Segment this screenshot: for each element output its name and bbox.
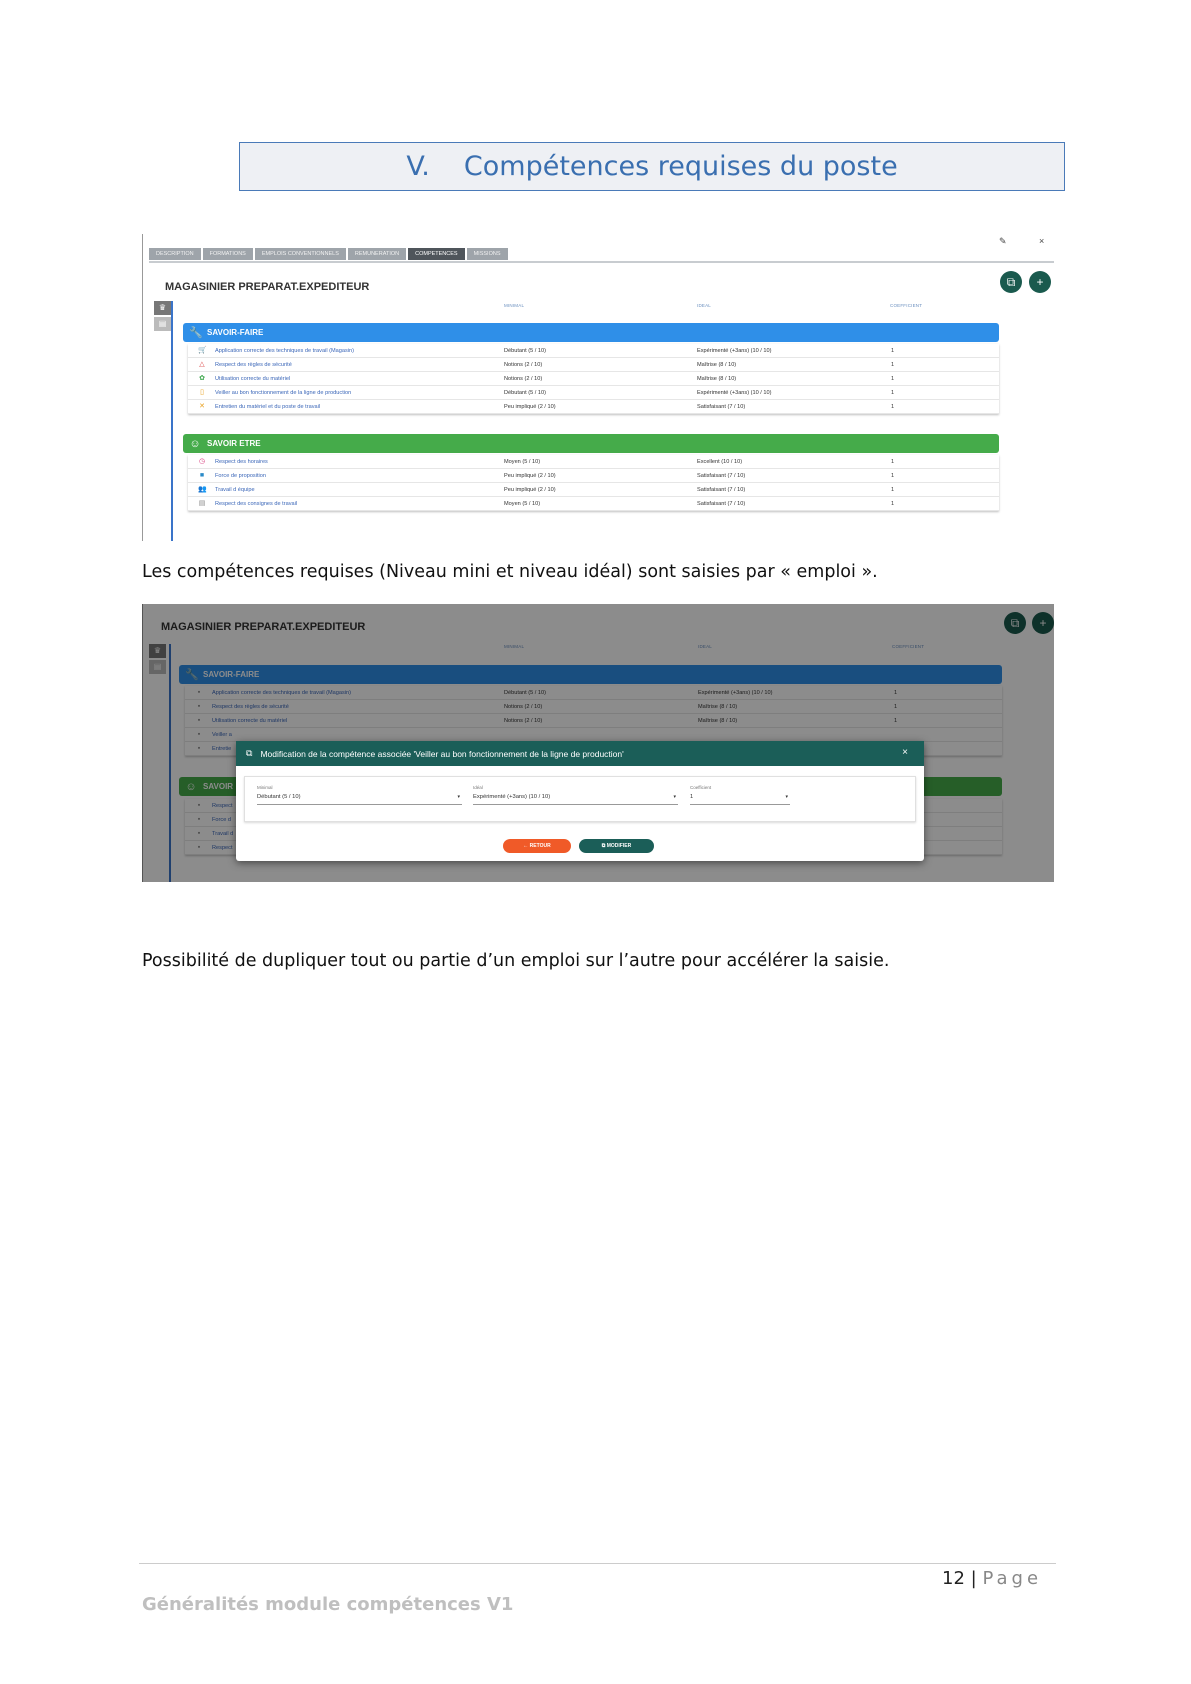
competence-icon: ▪	[197, 689, 201, 696]
paragraph-1: Les compétences requises (Niveau mini et niveau idéal) sont saisies par « emploi ».	[142, 562, 878, 582]
cell-minimal: Peu impliqué (2 / 10)	[504, 404, 556, 410]
clipboard-icon: ▯	[200, 389, 204, 396]
cell-coef: 1	[891, 473, 895, 479]
competence-icon: ▪	[197, 745, 201, 752]
document-icon[interactable]: ▤	[149, 660, 166, 674]
tab-missions[interactable]: MISSIONS	[467, 248, 508, 260]
wrench-icon: 🔧	[185, 668, 199, 681]
add-button[interactable]: +	[1032, 612, 1054, 634]
cell-label: Respect des consignes de travail	[215, 501, 298, 507]
page-label: Page	[982, 1568, 1043, 1589]
cell-minimal: Peu impliqué (2 / 10)	[504, 473, 556, 479]
cell-label: Application correcte des techniques de travail (Magasin)	[215, 348, 354, 354]
cell-label: Respect des horaires	[215, 459, 268, 465]
modify-button[interactable]: ⧉ MODIFIER	[579, 839, 654, 853]
cell-minimal: Débutant (5 / 10)	[504, 690, 546, 696]
savoir-etre-header[interactable]	[183, 434, 999, 453]
table-row[interactable]	[188, 455, 999, 469]
gear-icon: ✿	[199, 375, 205, 382]
cell-label: Veiller au bon fonctionnement de la ligne de production	[215, 390, 352, 396]
cell-coef: 1	[891, 404, 895, 410]
competence-icon: ▪	[197, 830, 201, 837]
column-coefficient: COEFFICIENT	[892, 644, 925, 649]
cell-coef: 1	[891, 348, 895, 354]
cell-label: Application correcte des techniques de travail (Magasin)	[212, 690, 351, 696]
cell-ideal: Expérimenté (+3ans) (10 / 10)	[698, 690, 773, 696]
cell-ideal: Maîtrise (8 / 10)	[697, 362, 737, 368]
cell-minimal: Notions (2 / 10)	[504, 376, 543, 382]
cell-label: Respect des règles de sécurité	[215, 362, 292, 368]
coefficient-label: Coefficient	[690, 785, 712, 790]
cell-coef: 1	[891, 487, 895, 493]
table-row[interactable]	[188, 497, 999, 511]
cell-label: Travail d équipe	[215, 487, 255, 493]
caret-down-icon: ▾	[457, 794, 460, 800]
cell-coef: 1	[894, 718, 898, 724]
minimal-value: Débutant (5 / 10)	[257, 794, 301, 800]
page-separator: |	[970, 1568, 977, 1589]
competence-icon: ▪	[197, 717, 201, 724]
cell-minimal: Moyen (5 / 10)	[504, 459, 541, 465]
page-number	[942, 1568, 1042, 1589]
cell-ideal: Satisfaisant (7 / 10)	[697, 501, 746, 507]
modal-title: Modification de la compétence associée 'Veiller au bon fonctionnement de la ligne de production'	[260, 748, 624, 759]
table-row[interactable]	[188, 386, 999, 400]
column-minimal: MINIMAL	[504, 303, 525, 308]
cell-label: Utilisation correcte du matériel	[215, 376, 291, 382]
savoir-etre-list	[188, 455, 999, 511]
close-icon[interactable]: ×	[1039, 236, 1045, 246]
cell-ideal: Satisfaisant (7 / 10)	[697, 473, 746, 479]
competence-icon: ▪	[197, 816, 201, 823]
cell-coef: 1	[891, 362, 895, 368]
cart-icon: 🛒	[198, 347, 207, 354]
screenshot-competences-list	[142, 234, 1054, 541]
page-number-value: 12	[942, 1568, 965, 1589]
table-row[interactable]	[188, 372, 999, 386]
cell-coef: 1	[891, 376, 895, 382]
smile-icon: ☺	[185, 780, 197, 793]
minimal-select[interactable]	[257, 785, 462, 805]
cell-ideal: Excellent (10 / 10)	[697, 459, 743, 465]
cell-coef: 1	[891, 459, 895, 465]
table-row[interactable]	[188, 358, 999, 372]
edit-competence-modal	[236, 741, 924, 861]
modal-close-button[interactable]: ×	[902, 747, 908, 758]
cell-minimal: Peu impliqué (2 / 10)	[504, 487, 556, 493]
cell-coef: 1	[891, 501, 895, 507]
tab-description[interactable]: DESCRIPTION	[149, 248, 201, 260]
cell-coef: 1	[894, 704, 898, 710]
cell-coef: 1	[891, 390, 895, 396]
cell-ideal: Expérimenté (+3ans) (10 / 10)	[697, 348, 772, 354]
warning-icon: △	[199, 361, 205, 368]
duplicate-button[interactable]: ⧉	[1004, 612, 1026, 634]
table-row[interactable]	[188, 469, 999, 483]
cell-label: Respect	[212, 845, 233, 851]
cell-label: Force d	[212, 817, 231, 823]
cell-label: Travail d	[212, 831, 234, 837]
cell-minimal: Débutant (5 / 10)	[504, 348, 546, 354]
cell-label: Entretien du matériel et du poste de travail	[215, 404, 321, 410]
caret-down-icon: ▾	[785, 794, 788, 800]
alarm-icon: ◷	[198, 458, 206, 465]
caret-down-icon: ▾	[673, 794, 676, 800]
tab-competences[interactable]: COMPETENCES	[408, 248, 464, 260]
cell-ideal: Expérimenté (+3ans) (10 / 10)	[697, 390, 772, 396]
savoir-faire-list	[188, 344, 999, 414]
savoir-etre-label: SAVOIR	[203, 782, 234, 791]
tab-remuneration[interactable]: REMUNERATION	[348, 248, 406, 260]
wrench-icon: 🔧	[189, 326, 203, 339]
cell-minimal: Notions (2 / 10)	[504, 362, 543, 368]
ideal-label: Idéal	[473, 785, 483, 790]
cell-minimal: Notions (2 / 10)	[504, 718, 543, 724]
footer-divider	[139, 1563, 1056, 1564]
column-coefficient: COEFFICIENT	[890, 303, 923, 308]
competence-icon: ▪	[197, 731, 201, 738]
competence-icon: ▪	[197, 703, 201, 710]
section-title: Compétences requises du poste	[463, 151, 898, 182]
edit-icon[interactable]: ✎	[999, 236, 1007, 246]
column-ideal: IDEAL	[697, 303, 712, 308]
trophy-icon[interactable]: ♛	[149, 644, 166, 658]
tools-icon: ✕	[199, 403, 205, 410]
savoir-faire-header[interactable]	[183, 323, 999, 342]
competence-icon: ▪	[197, 802, 201, 809]
cell-ideal: Satisfaisant (7 / 10)	[697, 404, 746, 410]
cell-ideal: Maîtrise (8 / 10)	[698, 704, 738, 710]
cell-minimal: Notions (2 / 10)	[504, 704, 543, 710]
modal-fields	[244, 776, 916, 822]
minimal-label: Minimal	[257, 785, 273, 790]
smile-icon: ☺	[189, 437, 201, 450]
job-title: MAGASINIER PREPARAT.EXPEDITEUR	[161, 621, 366, 633]
section-heading	[239, 142, 1065, 191]
paragraph-2: Possibilité de dupliquer tout ou partie d’un emploi sur l’autre pour accélérer la saisie.	[142, 951, 890, 971]
ideal-value: Expérimenté (+3ans) (10 / 10)	[473, 794, 551, 800]
footer-doc-title: Généralités module compétences V1	[142, 1594, 514, 1615]
list-icon: ▤	[198, 500, 206, 507]
cell-label: Force de proposition	[215, 473, 266, 479]
cell-label: Veiller a	[212, 732, 232, 738]
cell-minimal: Débutant (5 / 10)	[504, 390, 546, 396]
cell-ideal: Maîtrise (8 / 10)	[697, 376, 737, 382]
section-number: V.	[406, 151, 430, 182]
cell-label: Entretie	[212, 746, 232, 752]
back-button[interactable]: ← RETOUR	[503, 839, 571, 853]
tab-bar	[149, 248, 508, 260]
trophy-icon[interactable]: ♛	[154, 301, 171, 315]
ideal-select[interactable]	[473, 785, 678, 805]
cell-label: Respect des règles de sécurité	[212, 704, 289, 710]
coefficient-value: 1	[690, 794, 694, 800]
job-title: MAGASINIER PREPARAT.EXPEDITEUR	[165, 281, 370, 293]
copy-icon: ⧉	[246, 748, 253, 758]
cell-label: Utilisation correcte du matériel	[212, 718, 288, 724]
cell-ideal: Maîtrise (8 / 10)	[698, 718, 738, 724]
cell-ideal: Satisfaisant (7 / 10)	[697, 487, 746, 493]
cell-minimal: Moyen (5 / 10)	[504, 501, 541, 507]
table-row[interactable]	[188, 483, 999, 497]
modal-header	[236, 741, 924, 766]
board-icon: ■	[199, 472, 205, 479]
team-icon: 👥	[198, 486, 207, 493]
table-row[interactable]	[188, 344, 999, 358]
savoir-faire-label: SAVOIR-FAIRE	[203, 670, 260, 679]
tab-formations[interactable]: FORMATIONS	[203, 248, 253, 260]
savoir-etre-label: SAVOIR ETRE	[207, 439, 261, 448]
add-button[interactable]: +	[1029, 271, 1051, 293]
duplicate-button[interactable]: ⧉	[1000, 271, 1022, 293]
savoir-faire-label: SAVOIR-FAIRE	[207, 328, 264, 337]
cell-label: Respect	[212, 803, 233, 809]
column-minimal: MINIMAL	[504, 644, 525, 649]
table-row[interactable]	[188, 400, 999, 414]
column-ideal: IDEAL	[698, 644, 713, 649]
tab-emplois-conventionnels[interactable]: EMPLOIS CONVENTIONNELS	[255, 248, 346, 260]
cell-coef: 1	[894, 690, 898, 696]
screenshot-competence-edit-modal	[142, 604, 1054, 882]
document-icon[interactable]: ▤	[154, 317, 171, 331]
coefficient-select[interactable]	[690, 785, 790, 805]
competence-icon: ▪	[197, 844, 201, 851]
